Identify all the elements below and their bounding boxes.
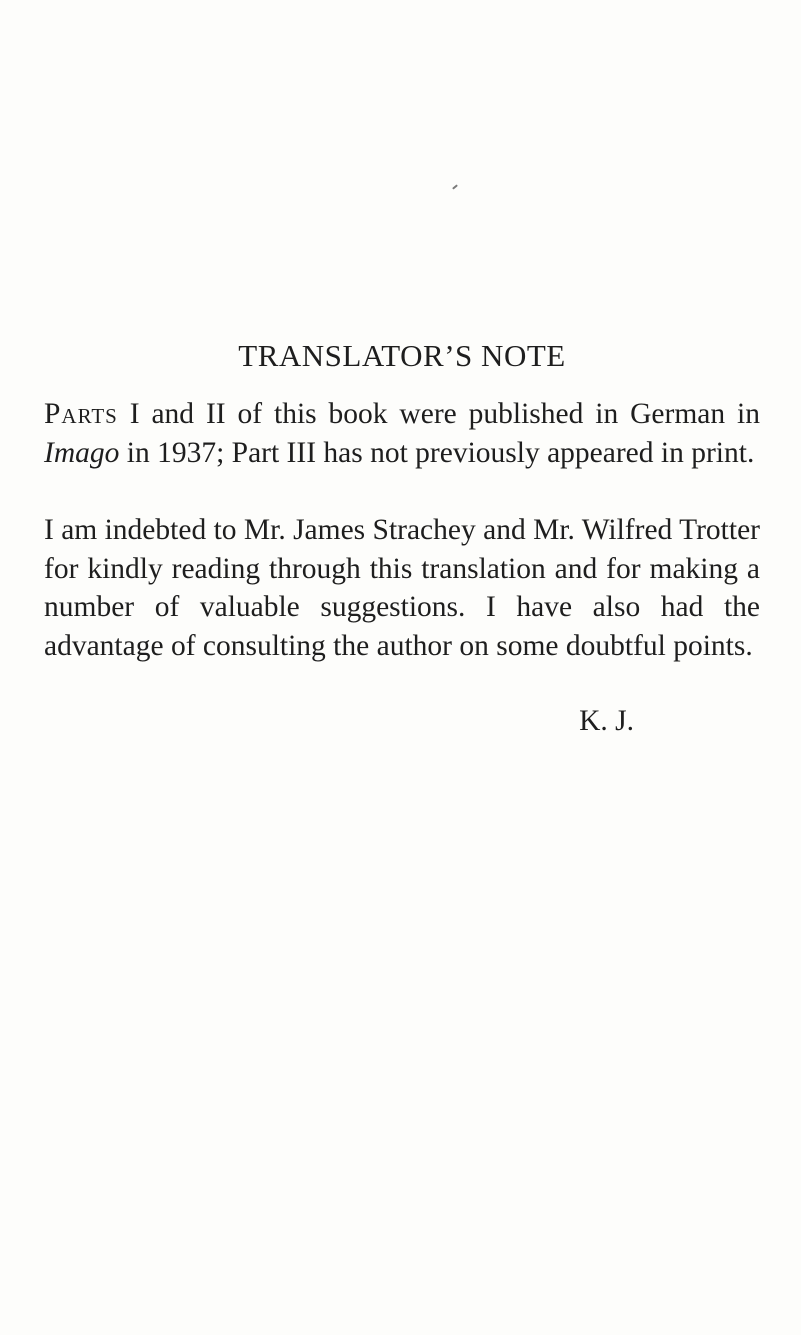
paragraph-2-text: I am indebted to Mr. James Strachey and Mr. Wilfred Trotter for kindly reading through this translation and for making a number of valuable suggestions. I have also had the advantage of consulting the author on some doubtful points. — [44, 514, 760, 662]
paragraph-1 — [44, 395, 760, 472]
paragraph-2 — [44, 511, 760, 665]
book-page — [44, 0, 760, 1335]
paragraph-1-italic-title: Imago — [44, 436, 120, 469]
page-title: TRANSLATOR’S NOTE — [238, 338, 566, 373]
signature: K. J. — [579, 705, 634, 737]
paragraph-1-text-a: I and II of this book were published in German in — [117, 398, 760, 430]
paragraph-1-lead: Parts — [44, 398, 118, 430]
paragraph-1-text-b: in 1937; Part III has not previously appeared in print. — [119, 436, 755, 469]
